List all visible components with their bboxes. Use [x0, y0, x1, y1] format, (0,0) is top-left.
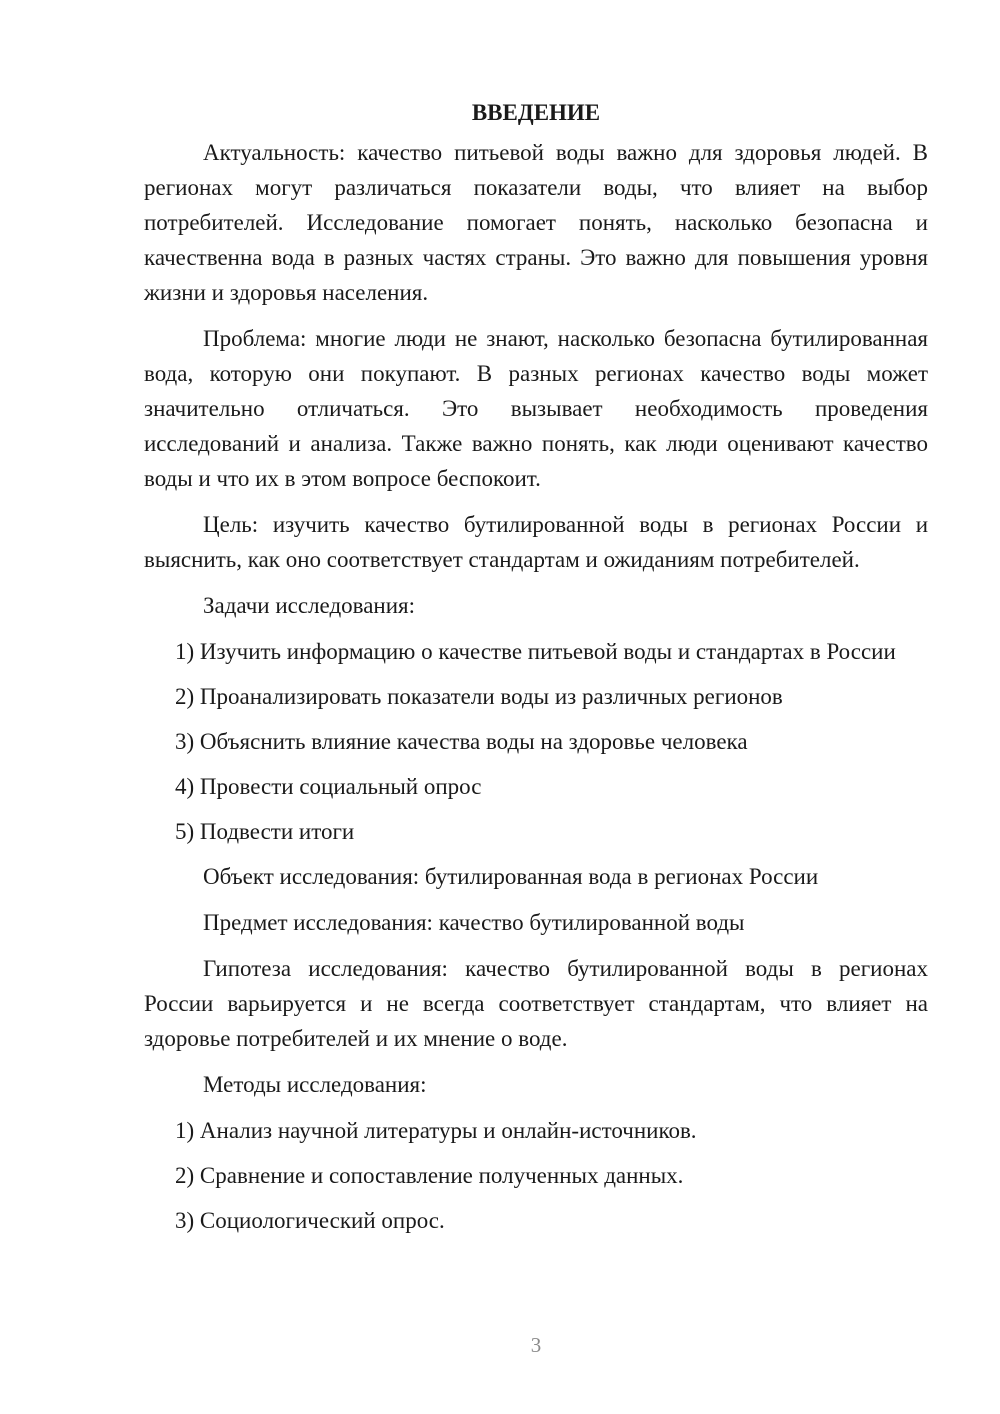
method-item: 1) Анализ научной литературы и онлайн-источников.: [175, 1118, 697, 1143]
paragraph-object: Объект исследования: бутилированная вода в регионах России: [203, 864, 819, 889]
tasks-heading: Задачи исследования:: [203, 593, 416, 618]
paragraph-subject: Предмет исследования: качество бутилированной воды: [203, 910, 745, 935]
paragraph-hypothesis: Гипотеза исследования: качество бутилированной воды в регионах России варьируется и не всегда соответствует стандартам, что влияет на здоровье потребителей и их мнение о воде.: [144, 956, 928, 1051]
paragraph-problem: Проблема: многие люди не знают, насколько безопасна бутилированная вода, которую они покупают. В разных регионах качество воды может значительно отличаться. Это вызывает необходимость проведения исследований и анализа. Также важно понять, как люди оценивают качество воды и что их в этом вопросе беспокоит.: [144, 326, 928, 491]
page-number: 3: [530, 1333, 542, 1357]
methods-heading: Методы исследования:: [203, 1072, 427, 1097]
page-content: [144, 95, 928, 1248]
method-item: 3) Социологический опрос.: [175, 1208, 445, 1233]
task-item: 1) Изучить информацию о качестве питьевой воды и стандартах в России: [175, 639, 896, 664]
paragraph-goal: Цель: изучить качество бутилированной воды в регионах России и выяснить, как оно соответствует стандартам и ожиданиям потребителей.: [144, 512, 928, 572]
paragraph-relevance: Актуальность: качество питьевой воды важно для здоровья людей. В регионах могут различаться показатели воды, что влияет на выбор потребителей. Исследование помогает понять, насколько безопасна и качественна вода в разных частях страны. Это важно для повышения уровня жизни и здоровья населения.: [144, 140, 928, 305]
section-title: ВВЕДЕНИЕ: [471, 100, 601, 125]
task-item: 3) Объяснить влияние качества воды на здоровье человека: [175, 729, 748, 754]
task-item: 5) Подвести итоги: [175, 819, 355, 844]
task-item: 4) Провести социальный опрос: [175, 774, 482, 799]
task-item: 2) Проанализировать показатели воды из различных регионов: [175, 684, 783, 709]
method-item: 2) Сравнение и сопоставление полученных данных.: [175, 1163, 684, 1188]
